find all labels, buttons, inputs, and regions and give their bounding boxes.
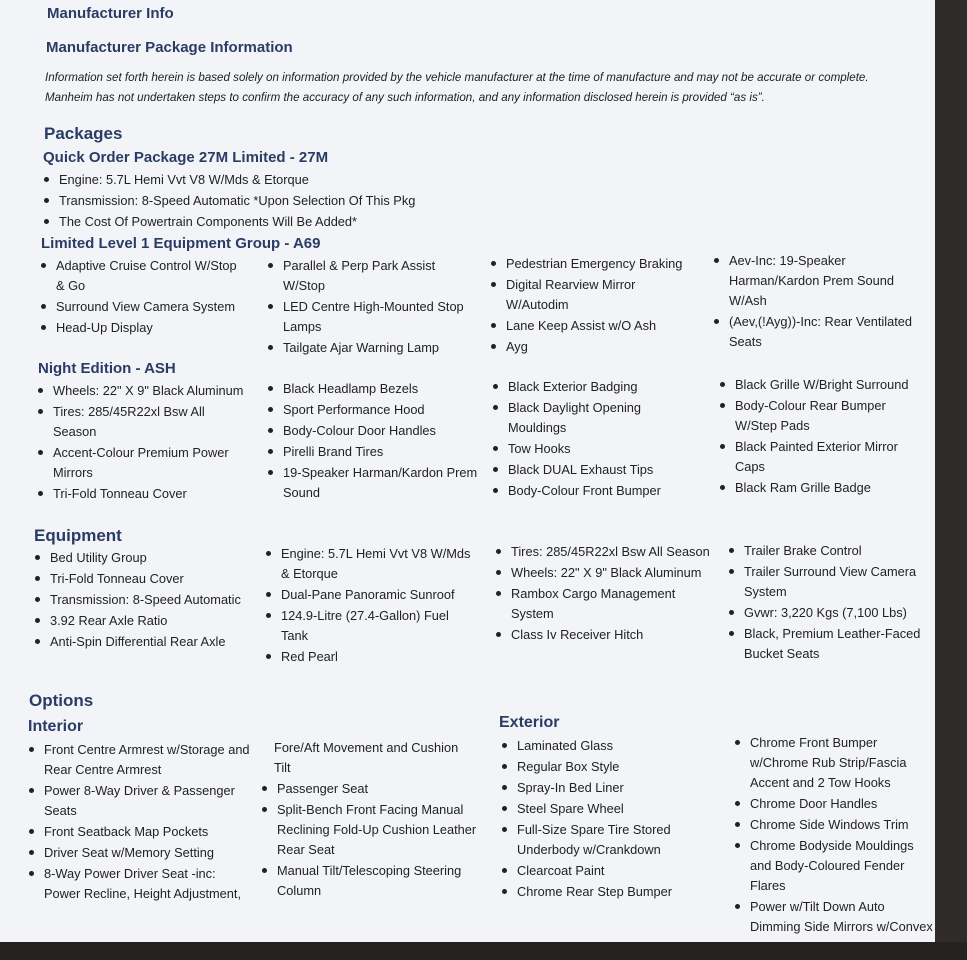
bullet-icon [735, 904, 740, 909]
bullet-icon [35, 597, 40, 602]
list-item: Black Ram Grille Badge [720, 478, 920, 498]
bullet-icon [735, 822, 740, 827]
bullet-icon [268, 304, 273, 309]
bullet-icon [502, 889, 507, 894]
bullet-icon [496, 570, 501, 575]
list-item: Front Centre Armrest w/Storage and Rear Centre Armrest [29, 740, 254, 780]
bullet-icon [496, 632, 501, 637]
bullet-icon [44, 177, 49, 182]
list-item: 124.9-Litre (27.4-Gallon) Fuel Tank [266, 606, 476, 646]
bullet-icon [502, 868, 507, 873]
list-item: Clearcoat Paint [502, 861, 702, 881]
list-item: Aev-Inc: 19-Speaker Harman/Kardon Prem Sound W/Ash [714, 251, 914, 311]
list-item: (Aev,(!Ayg))-Inc: Rear Ventilated Seats [714, 312, 914, 352]
list-item: Anti-Spin Differential Rear Axle [35, 632, 250, 652]
night-edition-col2 [268, 379, 478, 504]
list-item: Ayg [491, 337, 701, 357]
list-item: Chrome Rear Step Bumper [502, 882, 702, 902]
bullet-icon [35, 555, 40, 560]
list-item: Tow Hooks [493, 439, 693, 459]
list-item: Rambox Cargo Management System [496, 584, 711, 624]
bullet-icon [268, 263, 273, 268]
list-item: 19-Speaker Harman/Kardon Prem Sound [268, 463, 478, 503]
bullet-icon [29, 871, 34, 876]
bullet-icon [735, 740, 740, 745]
list-item: Black Grille W/Bright Surround [720, 375, 920, 395]
exterior-col2 [735, 733, 935, 938]
list-item: Chrome Side Windows Trim [735, 815, 935, 835]
list-item: Head-Up Display [41, 318, 241, 338]
list-item: Power 8-Way Driver & Passenger Seats [29, 781, 254, 821]
list-item: Body-Colour Front Bumper [493, 481, 693, 501]
bullet-icon [268, 345, 273, 350]
bullet-icon [29, 747, 34, 752]
list-item: Power w/Tilt Down Auto Dimming Side Mirrors w/Convex [735, 897, 935, 937]
quick-order-list [44, 170, 544, 233]
list-item: Red Pearl [266, 647, 476, 667]
packages-heading: Packages [44, 124, 123, 143]
list-item: Gvwr: 3,220 Kgs (7,100 Lbs) [729, 603, 929, 623]
bullet-icon [491, 323, 496, 328]
interior-title: Interior [28, 718, 84, 735]
bullet-icon [720, 403, 725, 408]
bullet-icon [496, 549, 501, 554]
bullet-icon [262, 786, 267, 791]
list-item-continuation: Fore/Aft Movement and Cushion Tilt [274, 740, 459, 775]
list-item: Tires: 285/45R22xl Bsw All Season [496, 542, 711, 562]
bullet-icon [502, 743, 507, 748]
bullet-icon [729, 548, 734, 553]
night-edition-title: Night Edition - ASH [38, 360, 176, 377]
list-item: Black Exterior Badging [493, 377, 693, 397]
quick-order-title: Quick Order Package 27M Limited - 27M [43, 149, 329, 166]
bullet-icon [262, 807, 267, 812]
list-item: Passenger Seat [262, 779, 477, 799]
bullet-icon [41, 263, 46, 268]
bullet-icon [266, 592, 271, 597]
bullet-icon [720, 485, 725, 490]
bullet-icon [714, 258, 719, 263]
list-item: Chrome Door Handles [735, 794, 935, 814]
list-item: Transmission: 8-Speed Automatic [35, 590, 250, 610]
list-item: LED Centre High-Mounted Stop Lamps [268, 297, 468, 337]
night-edition-col3 [493, 377, 693, 502]
bullet-icon [262, 868, 267, 873]
night-edition-col4 [720, 375, 920, 499]
bullet-icon [266, 654, 271, 659]
bullet-icon [268, 386, 273, 391]
list-item: Pedestrian Emergency Braking [491, 254, 701, 274]
bullet-icon [729, 569, 734, 574]
bullet-icon [735, 801, 740, 806]
bullet-icon [29, 850, 34, 855]
exterior-title: Exterior [499, 714, 560, 731]
bullet-icon [491, 344, 496, 349]
bullet-icon [268, 407, 273, 412]
bullet-icon [44, 198, 49, 203]
bullet-icon [44, 219, 49, 224]
limited-level-title: Limited Level 1 Equipment Group - A69 [41, 235, 321, 252]
list-item: Bed Utility Group [35, 548, 250, 568]
bullet-icon [502, 806, 507, 811]
bullet-icon [502, 764, 507, 769]
list-item: Front Seatback Map Pockets [29, 822, 254, 842]
bullet-icon [720, 382, 725, 387]
list-item: Chrome Bodyside Mouldings and Body-Coloured Fender Flares [735, 836, 935, 896]
exterior-col1 [502, 736, 702, 903]
bullet-icon [41, 325, 46, 330]
night-edition-col1 [38, 381, 248, 505]
interior-col2 [262, 738, 477, 902]
list-item: Spray-In Bed Liner [502, 778, 702, 798]
list-item: Split-Bench Front Facing Manual Reclining Fold-Up Cushion Leather Rear Seat [262, 800, 477, 860]
list-item: Body-Colour Door Handles [268, 421, 478, 441]
bullet-icon [729, 631, 734, 636]
list-item: Accent-Colour Premium Power Mirrors [38, 443, 248, 483]
list-item: Driver Seat w/Memory Setting [29, 843, 254, 863]
equipment-col1 [35, 548, 250, 653]
bullet-icon [38, 491, 43, 496]
list-item: Engine: 5.7L Hemi Vvt V8 W/Mds & Etorque [44, 170, 544, 190]
bullet-icon [493, 405, 498, 410]
list-item: Transmission: 8-Speed Automatic *Upon Selection Of This Pkg [44, 191, 544, 211]
equipment-heading: Equipment [34, 526, 122, 545]
list-item: 3.92 Rear Axle Ratio [35, 611, 250, 631]
bullet-icon [268, 428, 273, 433]
bullet-icon [29, 829, 34, 834]
list-item: Class Iv Receiver Hitch [496, 625, 711, 645]
limited-level-col3 [491, 254, 701, 358]
bullet-icon [38, 409, 43, 414]
equipment-col2 [266, 544, 476, 668]
bullet-icon [493, 488, 498, 493]
package-info-title: Manufacturer Package Information [46, 39, 293, 56]
desk-background-bottom [0, 942, 967, 960]
bullet-icon [729, 610, 734, 615]
bullet-icon [502, 785, 507, 790]
list-item: Engine: 5.7L Hemi Vvt V8 W/Mds & Etorque [266, 544, 476, 584]
bullet-icon [35, 639, 40, 644]
list-item: Body-Colour Rear Bumper W/Step Pads [720, 396, 920, 436]
list-item: Tri-Fold Tonneau Cover [35, 569, 250, 589]
list-item: Laminated Glass [502, 736, 702, 756]
list-item: Tri-Fold Tonneau Cover [38, 484, 248, 504]
list-item: Pirelli Brand Tires [268, 442, 478, 462]
list-item: Trailer Surround View Camera System [729, 562, 929, 602]
equipment-col3 [496, 542, 711, 646]
bullet-icon [496, 591, 501, 596]
list-item: Wheels: 22" X 9" Black Aluminum [38, 381, 248, 401]
bullet-icon [268, 470, 273, 475]
list-item: Black DUAL Exhaust Tips [493, 460, 693, 480]
list-item: Chrome Front Bumper w/Chrome Rub Strip/Fascia Accent and 2 Tow Hooks [735, 733, 935, 793]
list-item: Black Painted Exterior Mirror Caps [720, 437, 920, 477]
list-item: Full-Size Spare Tire Stored Underbody w/Crankdown [502, 820, 702, 860]
limited-level-col2 [268, 256, 468, 359]
bullet-icon [720, 444, 725, 449]
limited-level-col1 [41, 256, 241, 339]
manufacturer-info-title: Manufacturer Info [47, 5, 174, 22]
list-item: Black Daylight Opening Mouldings [493, 398, 693, 438]
list-item: Wheels: 22" X 9" Black Aluminum [496, 563, 711, 583]
list-item: Lane Keep Assist w/O Ash [491, 316, 701, 336]
list-item: Black, Premium Leather-Faced Bucket Seats [729, 624, 929, 664]
bullet-icon [41, 304, 46, 309]
bullet-icon [493, 446, 498, 451]
list-item: Adaptive Cruise Control W/Stop & Go [41, 256, 241, 296]
list-item: Manual Tilt/Telescoping Steering Column [262, 861, 477, 901]
list-item: Tailgate Ajar Warning Lamp [268, 338, 468, 358]
bullet-icon [266, 613, 271, 618]
list-item: Regular Box Style [502, 757, 702, 777]
bullet-icon [35, 618, 40, 623]
list-item: The Cost Of Powertrain Components Will Be Added* [44, 212, 544, 232]
bullet-icon [38, 450, 43, 455]
list-item: Dual-Pane Panoramic Sunroof [266, 585, 476, 605]
bullet-icon [35, 576, 40, 581]
list-item: Surround View Camera System [41, 297, 241, 317]
interior-col1 [29, 740, 254, 905]
bullet-icon [491, 261, 496, 266]
bullet-icon [493, 467, 498, 472]
list-item: Steel Spare Wheel [502, 799, 702, 819]
list-item: 8-Way Power Driver Seat -inc: Power Recline, Height Adjustment, [29, 864, 254, 904]
bullet-icon [266, 551, 271, 556]
list-item: Digital Rearview Mirror W/Autodim [491, 275, 701, 315]
list-item: Black Headlamp Bezels [268, 379, 478, 399]
bullet-icon [491, 282, 496, 287]
list-item: Parallel & Perp Park Assist W/Stop [268, 256, 468, 296]
bullet-icon [714, 319, 719, 324]
bullet-icon [268, 449, 273, 454]
limited-level-col4 [714, 251, 914, 353]
equipment-col4 [729, 541, 929, 665]
list-item: Sport Performance Hood [268, 400, 478, 420]
desk-background [935, 0, 967, 942]
bullet-icon [735, 843, 740, 848]
bullet-icon [29, 788, 34, 793]
disclaimer-text: Information set forth herein is based solely on information provided by the vehicle manufacturer at the time of manufacture and may not be accurate or complete. Manheim has not undertaken steps to confirm the accuracy of any such information, and any information disclosed herein is provided “as is”. [45, 71, 869, 104]
list-item: Tires: 285/45R22xl Bsw All Season [38, 402, 248, 442]
options-heading: Options [29, 691, 94, 710]
bullet-icon [38, 388, 43, 393]
bullet-icon [502, 827, 507, 832]
bullet-icon [493, 384, 498, 389]
list-item: Trailer Brake Control [729, 541, 929, 561]
